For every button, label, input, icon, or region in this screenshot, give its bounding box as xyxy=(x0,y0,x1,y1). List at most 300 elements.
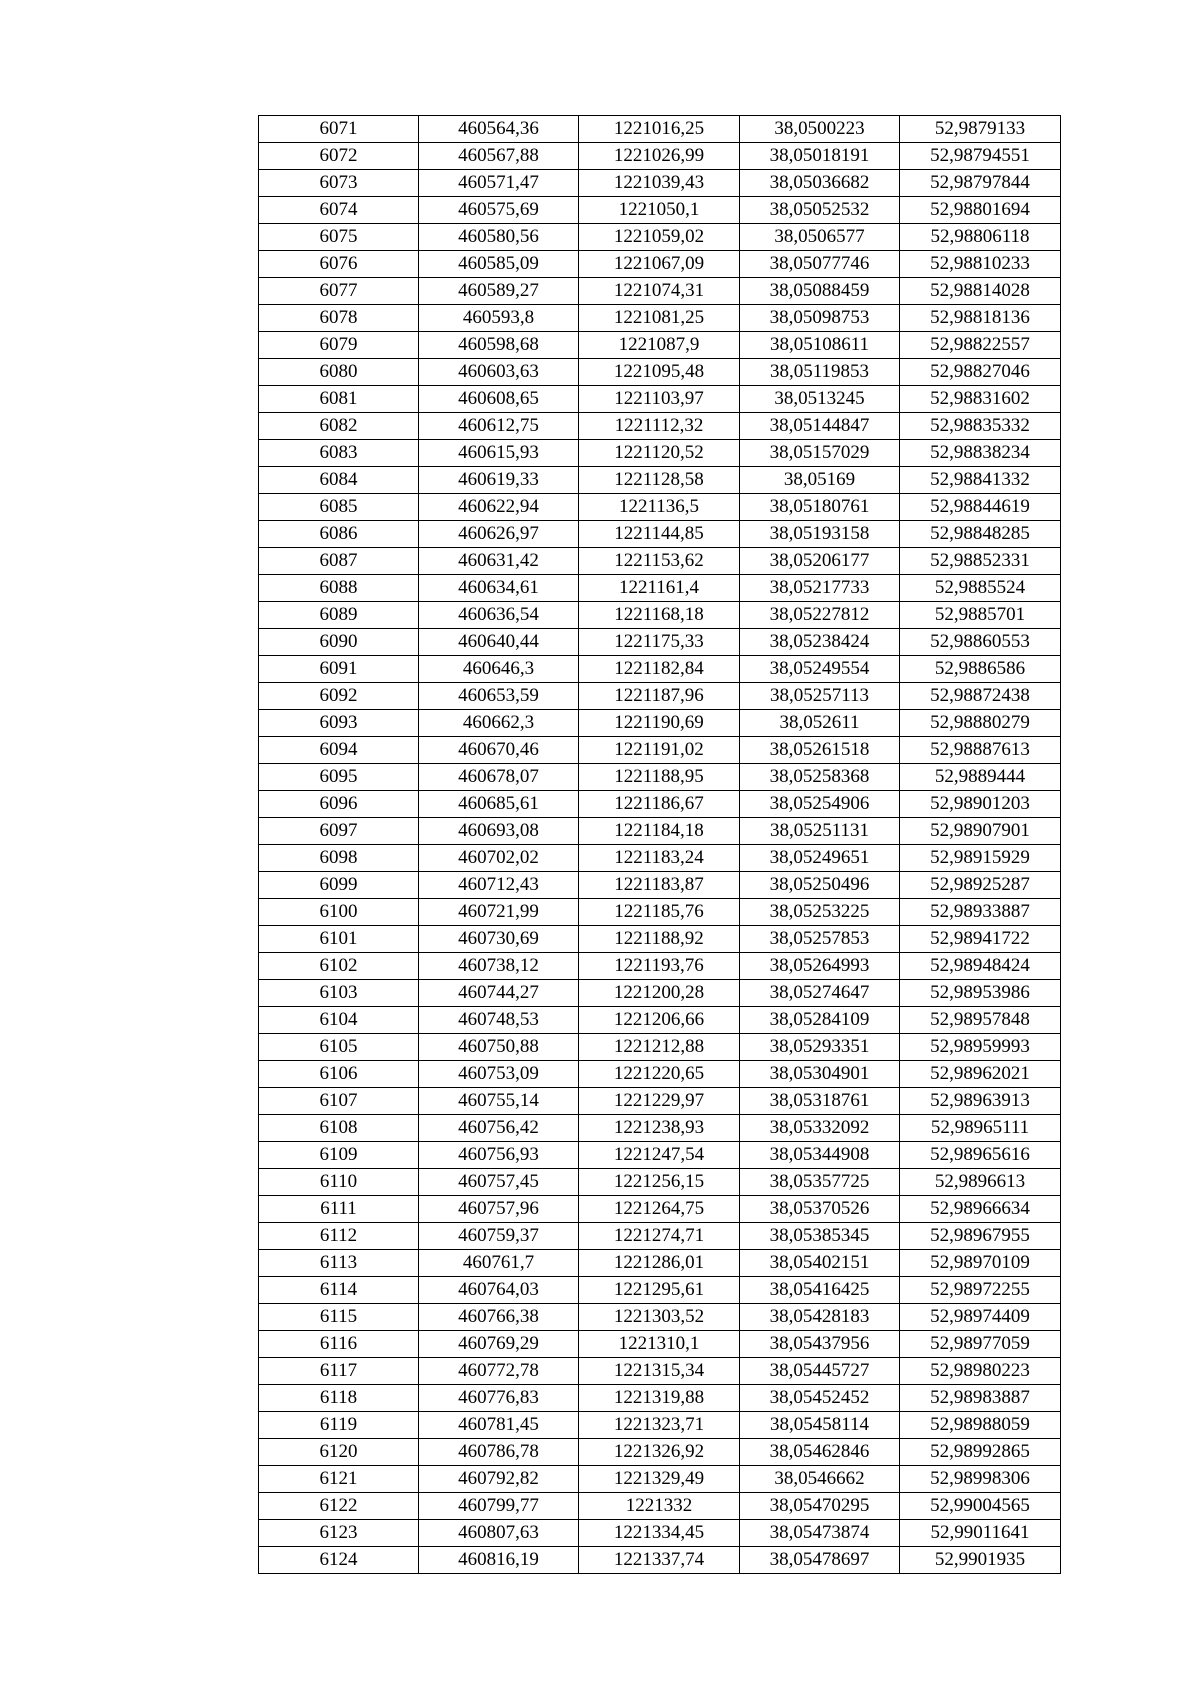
point-number-cell: 6113 xyxy=(259,1250,419,1277)
latitude-cell: 52,99011641 xyxy=(900,1520,1061,1547)
table-row xyxy=(259,1412,1061,1439)
table-row xyxy=(259,926,1061,953)
x-coordinate-cell: 460678,07 xyxy=(419,764,579,791)
point-number-cell: 6078 xyxy=(259,305,419,332)
longitude-cell: 38,05144847 xyxy=(740,413,900,440)
point-number-cell: 6073 xyxy=(259,170,419,197)
longitude-cell: 38,05458114 xyxy=(740,1412,900,1439)
latitude-cell: 52,98915929 xyxy=(900,845,1061,872)
latitude-cell: 52,98818136 xyxy=(900,305,1061,332)
latitude-cell: 52,98967955 xyxy=(900,1223,1061,1250)
table-row xyxy=(259,1277,1061,1304)
y-coordinate-cell: 1221193,76 xyxy=(579,953,740,980)
longitude-cell: 38,05258368 xyxy=(740,764,900,791)
y-coordinate-cell: 1221187,96 xyxy=(579,683,740,710)
longitude-cell: 38,05119853 xyxy=(740,359,900,386)
x-coordinate-cell: 460646,3 xyxy=(419,656,579,683)
table-row xyxy=(259,1385,1061,1412)
x-coordinate-cell: 460759,37 xyxy=(419,1223,579,1250)
table-row xyxy=(259,1547,1061,1574)
latitude-cell: 52,98925287 xyxy=(900,872,1061,899)
latitude-cell: 52,98810233 xyxy=(900,251,1061,278)
y-coordinate-cell: 1221303,52 xyxy=(579,1304,740,1331)
table-row xyxy=(259,1250,1061,1277)
y-coordinate-cell: 1221286,01 xyxy=(579,1250,740,1277)
y-coordinate-cell: 1221128,58 xyxy=(579,467,740,494)
x-coordinate-cell: 460662,3 xyxy=(419,710,579,737)
latitude-cell: 52,98797844 xyxy=(900,170,1061,197)
x-coordinate-cell: 460608,65 xyxy=(419,386,579,413)
point-number-cell: 6123 xyxy=(259,1520,419,1547)
x-coordinate-cell: 460769,29 xyxy=(419,1331,579,1358)
latitude-cell: 52,98977059 xyxy=(900,1331,1061,1358)
point-number-cell: 6076 xyxy=(259,251,419,278)
longitude-cell: 38,05462846 xyxy=(740,1439,900,1466)
y-coordinate-cell: 1221175,33 xyxy=(579,629,740,656)
x-coordinate-cell: 460786,78 xyxy=(419,1439,579,1466)
table-row xyxy=(259,413,1061,440)
x-coordinate-cell: 460626,97 xyxy=(419,521,579,548)
x-coordinate-cell: 460730,69 xyxy=(419,926,579,953)
y-coordinate-cell: 1221247,54 xyxy=(579,1142,740,1169)
table-row xyxy=(259,305,1061,332)
latitude-cell: 52,98860553 xyxy=(900,629,1061,656)
table-row xyxy=(259,764,1061,791)
latitude-cell: 52,98838234 xyxy=(900,440,1061,467)
point-number-cell: 6081 xyxy=(259,386,419,413)
table-row xyxy=(259,359,1061,386)
point-number-cell: 6114 xyxy=(259,1277,419,1304)
longitude-cell: 38,05251131 xyxy=(740,818,900,845)
x-coordinate-cell: 460631,42 xyxy=(419,548,579,575)
x-coordinate-cell: 460612,75 xyxy=(419,413,579,440)
longitude-cell: 38,05088459 xyxy=(740,278,900,305)
x-coordinate-cell: 460712,43 xyxy=(419,872,579,899)
latitude-cell: 52,98972255 xyxy=(900,1277,1061,1304)
x-coordinate-cell: 460781,45 xyxy=(419,1412,579,1439)
longitude-cell: 38,05284109 xyxy=(740,1007,900,1034)
point-number-cell: 6118 xyxy=(259,1385,419,1412)
x-coordinate-cell: 460603,63 xyxy=(419,359,579,386)
table-row xyxy=(259,332,1061,359)
longitude-cell: 38,05193158 xyxy=(740,521,900,548)
y-coordinate-cell: 1221190,69 xyxy=(579,710,740,737)
longitude-cell: 38,05108611 xyxy=(740,332,900,359)
table-row xyxy=(259,1115,1061,1142)
latitude-cell: 52,98957848 xyxy=(900,1007,1061,1034)
latitude-cell: 52,98841332 xyxy=(900,467,1061,494)
table-row xyxy=(259,1466,1061,1493)
table-row xyxy=(259,1007,1061,1034)
table-row xyxy=(259,1493,1061,1520)
table-row xyxy=(259,1142,1061,1169)
point-number-cell: 6091 xyxy=(259,656,419,683)
x-coordinate-cell: 460756,42 xyxy=(419,1115,579,1142)
longitude-cell: 38,05036682 xyxy=(740,170,900,197)
longitude-cell: 38,05318761 xyxy=(740,1088,900,1115)
x-coordinate-cell: 460580,56 xyxy=(419,224,579,251)
longitude-cell: 38,05357725 xyxy=(740,1169,900,1196)
point-number-cell: 6102 xyxy=(259,953,419,980)
latitude-cell: 52,98948424 xyxy=(900,953,1061,980)
point-number-cell: 6087 xyxy=(259,548,419,575)
latitude-cell: 52,98880279 xyxy=(900,710,1061,737)
table-row xyxy=(259,656,1061,683)
table-row xyxy=(259,278,1061,305)
x-coordinate-cell: 460766,38 xyxy=(419,1304,579,1331)
table-row xyxy=(259,1304,1061,1331)
x-coordinate-cell: 460772,78 xyxy=(419,1358,579,1385)
longitude-cell: 38,05470295 xyxy=(740,1493,900,1520)
point-number-cell: 6111 xyxy=(259,1196,419,1223)
y-coordinate-cell: 1221112,32 xyxy=(579,413,740,440)
longitude-cell: 38,05344908 xyxy=(740,1142,900,1169)
longitude-cell: 38,05261518 xyxy=(740,737,900,764)
y-coordinate-cell: 1221295,61 xyxy=(579,1277,740,1304)
table-row xyxy=(259,872,1061,899)
point-number-cell: 6103 xyxy=(259,980,419,1007)
longitude-cell: 38,05098753 xyxy=(740,305,900,332)
point-number-cell: 6071 xyxy=(259,116,419,143)
table-row xyxy=(259,1439,1061,1466)
table-row xyxy=(259,710,1061,737)
y-coordinate-cell: 1221120,52 xyxy=(579,440,740,467)
x-coordinate-cell: 460757,96 xyxy=(419,1196,579,1223)
y-coordinate-cell: 1221315,34 xyxy=(579,1358,740,1385)
y-coordinate-cell: 1221182,84 xyxy=(579,656,740,683)
y-coordinate-cell: 1221103,97 xyxy=(579,386,740,413)
x-coordinate-cell: 460753,09 xyxy=(419,1061,579,1088)
table-row xyxy=(259,899,1061,926)
point-number-cell: 6092 xyxy=(259,683,419,710)
latitude-cell: 52,98953986 xyxy=(900,980,1061,1007)
latitude-cell: 52,99004565 xyxy=(900,1493,1061,1520)
y-coordinate-cell: 1221256,15 xyxy=(579,1169,740,1196)
point-number-cell: 6084 xyxy=(259,467,419,494)
y-coordinate-cell: 1221074,31 xyxy=(579,278,740,305)
y-coordinate-cell: 1221326,92 xyxy=(579,1439,740,1466)
table-row xyxy=(259,980,1061,1007)
table-row xyxy=(259,737,1061,764)
point-number-cell: 6110 xyxy=(259,1169,419,1196)
latitude-cell: 52,98831602 xyxy=(900,386,1061,413)
latitude-cell: 52,98844619 xyxy=(900,494,1061,521)
longitude-cell: 38,05157029 xyxy=(740,440,900,467)
point-number-cell: 6117 xyxy=(259,1358,419,1385)
longitude-cell: 38,05180761 xyxy=(740,494,900,521)
x-coordinate-cell: 460756,93 xyxy=(419,1142,579,1169)
longitude-cell: 38,0546662 xyxy=(740,1466,900,1493)
x-coordinate-cell: 460653,59 xyxy=(419,683,579,710)
longitude-cell: 38,05473874 xyxy=(740,1520,900,1547)
table-row xyxy=(259,575,1061,602)
latitude-cell: 52,98835332 xyxy=(900,413,1061,440)
longitude-cell: 38,05402151 xyxy=(740,1250,900,1277)
y-coordinate-cell: 1221186,67 xyxy=(579,791,740,818)
point-number-cell: 6098 xyxy=(259,845,419,872)
x-coordinate-cell: 460693,08 xyxy=(419,818,579,845)
x-coordinate-cell: 460750,88 xyxy=(419,1034,579,1061)
point-number-cell: 6089 xyxy=(259,602,419,629)
y-coordinate-cell: 1221168,18 xyxy=(579,602,740,629)
longitude-cell: 38,05478697 xyxy=(740,1547,900,1574)
table-row xyxy=(259,494,1061,521)
y-coordinate-cell: 1221206,66 xyxy=(579,1007,740,1034)
y-coordinate-cell: 1221329,49 xyxy=(579,1466,740,1493)
point-number-cell: 6112 xyxy=(259,1223,419,1250)
coordinate-table xyxy=(258,115,1061,1574)
x-coordinate-cell: 460761,7 xyxy=(419,1250,579,1277)
table-row xyxy=(259,629,1061,656)
longitude-cell: 38,05332092 xyxy=(740,1115,900,1142)
x-coordinate-cell: 460634,61 xyxy=(419,575,579,602)
y-coordinate-cell: 1221185,76 xyxy=(579,899,740,926)
longitude-cell: 38,05052532 xyxy=(740,197,900,224)
latitude-cell: 52,98983887 xyxy=(900,1385,1061,1412)
y-coordinate-cell: 1221039,43 xyxy=(579,170,740,197)
x-coordinate-cell: 460799,77 xyxy=(419,1493,579,1520)
point-number-cell: 6096 xyxy=(259,791,419,818)
x-coordinate-cell: 460670,46 xyxy=(419,737,579,764)
latitude-cell: 52,98814028 xyxy=(900,278,1061,305)
latitude-cell: 52,98822557 xyxy=(900,332,1061,359)
point-number-cell: 6121 xyxy=(259,1466,419,1493)
y-coordinate-cell: 1221238,93 xyxy=(579,1115,740,1142)
longitude-cell: 38,05416425 xyxy=(740,1277,900,1304)
table-row xyxy=(259,602,1061,629)
point-number-cell: 6124 xyxy=(259,1547,419,1574)
y-coordinate-cell: 1221184,18 xyxy=(579,818,740,845)
x-coordinate-cell: 460575,69 xyxy=(419,197,579,224)
point-number-cell: 6105 xyxy=(259,1034,419,1061)
latitude-cell: 52,9879133 xyxy=(900,116,1061,143)
y-coordinate-cell: 1221059,02 xyxy=(579,224,740,251)
longitude-cell: 38,05370526 xyxy=(740,1196,900,1223)
y-coordinate-cell: 1221087,9 xyxy=(579,332,740,359)
latitude-cell: 52,98988059 xyxy=(900,1412,1061,1439)
table-row xyxy=(259,791,1061,818)
x-coordinate-cell: 460585,09 xyxy=(419,251,579,278)
latitude-cell: 52,98806118 xyxy=(900,224,1061,251)
x-coordinate-cell: 460702,02 xyxy=(419,845,579,872)
x-coordinate-cell: 460807,63 xyxy=(419,1520,579,1547)
longitude-cell: 38,05452452 xyxy=(740,1385,900,1412)
table-row xyxy=(259,521,1061,548)
longitude-cell: 38,05249554 xyxy=(740,656,900,683)
longitude-cell: 38,05257853 xyxy=(740,926,900,953)
x-coordinate-cell: 460744,27 xyxy=(419,980,579,1007)
point-number-cell: 6080 xyxy=(259,359,419,386)
latitude-cell: 52,9901935 xyxy=(900,1547,1061,1574)
latitude-cell: 52,9885524 xyxy=(900,575,1061,602)
y-coordinate-cell: 1221332 xyxy=(579,1493,740,1520)
y-coordinate-cell: 1221183,87 xyxy=(579,872,740,899)
point-number-cell: 6116 xyxy=(259,1331,419,1358)
longitude-cell: 38,05217733 xyxy=(740,575,900,602)
longitude-cell: 38,05077746 xyxy=(740,251,900,278)
y-coordinate-cell: 1221229,97 xyxy=(579,1088,740,1115)
longitude-cell: 38,052611 xyxy=(740,710,900,737)
longitude-cell: 38,05437956 xyxy=(740,1331,900,1358)
point-number-cell: 6107 xyxy=(259,1088,419,1115)
point-number-cell: 6074 xyxy=(259,197,419,224)
longitude-cell: 38,05169 xyxy=(740,467,900,494)
x-coordinate-cell: 460636,54 xyxy=(419,602,579,629)
point-number-cell: 6120 xyxy=(259,1439,419,1466)
point-number-cell: 6119 xyxy=(259,1412,419,1439)
y-coordinate-cell: 1221067,09 xyxy=(579,251,740,278)
x-coordinate-cell: 460598,68 xyxy=(419,332,579,359)
y-coordinate-cell: 1221188,92 xyxy=(579,926,740,953)
longitude-cell: 38,05018191 xyxy=(740,143,900,170)
point-number-cell: 6072 xyxy=(259,143,419,170)
latitude-cell: 52,98941722 xyxy=(900,926,1061,953)
longitude-cell: 38,05293351 xyxy=(740,1034,900,1061)
point-number-cell: 6079 xyxy=(259,332,419,359)
longitude-cell: 38,05274647 xyxy=(740,980,900,1007)
latitude-cell: 52,98980223 xyxy=(900,1358,1061,1385)
latitude-cell: 52,98848285 xyxy=(900,521,1061,548)
latitude-cell: 52,98827046 xyxy=(900,359,1061,386)
latitude-cell: 52,98965111 xyxy=(900,1115,1061,1142)
latitude-cell: 52,9896613 xyxy=(900,1169,1061,1196)
table-row xyxy=(259,197,1061,224)
x-coordinate-cell: 460615,93 xyxy=(419,440,579,467)
latitude-cell: 52,98901203 xyxy=(900,791,1061,818)
latitude-cell: 52,98801694 xyxy=(900,197,1061,224)
latitude-cell: 52,98965616 xyxy=(900,1142,1061,1169)
x-coordinate-cell: 460571,47 xyxy=(419,170,579,197)
point-number-cell: 6100 xyxy=(259,899,419,926)
table-row xyxy=(259,818,1061,845)
longitude-cell: 38,05238424 xyxy=(740,629,900,656)
table-row xyxy=(259,143,1061,170)
y-coordinate-cell: 1221337,74 xyxy=(579,1547,740,1574)
x-coordinate-cell: 460776,83 xyxy=(419,1385,579,1412)
table-row xyxy=(259,1520,1061,1547)
table-row xyxy=(259,170,1061,197)
point-number-cell: 6093 xyxy=(259,710,419,737)
longitude-cell: 38,05250496 xyxy=(740,872,900,899)
table-row xyxy=(259,548,1061,575)
x-coordinate-cell: 460764,03 xyxy=(419,1277,579,1304)
point-number-cell: 6086 xyxy=(259,521,419,548)
y-coordinate-cell: 1221212,88 xyxy=(579,1034,740,1061)
table-row xyxy=(259,251,1061,278)
point-number-cell: 6085 xyxy=(259,494,419,521)
y-coordinate-cell: 1221188,95 xyxy=(579,764,740,791)
latitude-cell: 52,98963913 xyxy=(900,1088,1061,1115)
point-number-cell: 6088 xyxy=(259,575,419,602)
point-number-cell: 6090 xyxy=(259,629,419,656)
longitude-cell: 38,0500223 xyxy=(740,116,900,143)
table-row xyxy=(259,116,1061,143)
y-coordinate-cell: 1221310,1 xyxy=(579,1331,740,1358)
point-number-cell: 6094 xyxy=(259,737,419,764)
table-row xyxy=(259,953,1061,980)
longitude-cell: 38,05385345 xyxy=(740,1223,900,1250)
latitude-cell: 52,98794551 xyxy=(900,143,1061,170)
table-row xyxy=(259,1061,1061,1088)
coordinate-table-body xyxy=(259,116,1061,1574)
x-coordinate-cell: 460792,82 xyxy=(419,1466,579,1493)
table-row xyxy=(259,440,1061,467)
table-row xyxy=(259,467,1061,494)
latitude-cell: 52,98974409 xyxy=(900,1304,1061,1331)
point-number-cell: 6077 xyxy=(259,278,419,305)
x-coordinate-cell: 460816,19 xyxy=(419,1547,579,1574)
longitude-cell: 38,0506577 xyxy=(740,224,900,251)
table-row xyxy=(259,1331,1061,1358)
longitude-cell: 38,05227812 xyxy=(740,602,900,629)
longitude-cell: 38,05206177 xyxy=(740,548,900,575)
latitude-cell: 52,98962021 xyxy=(900,1061,1061,1088)
point-number-cell: 6122 xyxy=(259,1493,419,1520)
x-coordinate-cell: 460755,14 xyxy=(419,1088,579,1115)
longitude-cell: 38,05253225 xyxy=(740,899,900,926)
point-number-cell: 6108 xyxy=(259,1115,419,1142)
x-coordinate-cell: 460721,99 xyxy=(419,899,579,926)
latitude-cell: 52,98852331 xyxy=(900,548,1061,575)
latitude-cell: 52,98959993 xyxy=(900,1034,1061,1061)
latitude-cell: 52,98970109 xyxy=(900,1250,1061,1277)
table-row xyxy=(259,224,1061,251)
y-coordinate-cell: 1221136,5 xyxy=(579,494,740,521)
latitude-cell: 52,9889444 xyxy=(900,764,1061,791)
point-number-cell: 6101 xyxy=(259,926,419,953)
table-row xyxy=(259,1223,1061,1250)
point-number-cell: 6099 xyxy=(259,872,419,899)
x-coordinate-cell: 460593,8 xyxy=(419,305,579,332)
latitude-cell: 52,9886586 xyxy=(900,656,1061,683)
y-coordinate-cell: 1221161,4 xyxy=(579,575,740,602)
y-coordinate-cell: 1221191,02 xyxy=(579,737,740,764)
longitude-cell: 38,05254906 xyxy=(740,791,900,818)
table-row xyxy=(259,1196,1061,1223)
point-number-cell: 6109 xyxy=(259,1142,419,1169)
longitude-cell: 38,05445727 xyxy=(740,1358,900,1385)
table-row xyxy=(259,1034,1061,1061)
longitude-cell: 38,05304901 xyxy=(740,1061,900,1088)
latitude-cell: 52,98966634 xyxy=(900,1196,1061,1223)
point-number-cell: 6095 xyxy=(259,764,419,791)
longitude-cell: 38,05257113 xyxy=(740,683,900,710)
x-coordinate-cell: 460589,27 xyxy=(419,278,579,305)
table-row xyxy=(259,1169,1061,1196)
latitude-cell: 52,98907901 xyxy=(900,818,1061,845)
y-coordinate-cell: 1221081,25 xyxy=(579,305,740,332)
longitude-cell: 38,05249651 xyxy=(740,845,900,872)
x-coordinate-cell: 460640,44 xyxy=(419,629,579,656)
y-coordinate-cell: 1221144,85 xyxy=(579,521,740,548)
table-row xyxy=(259,683,1061,710)
latitude-cell: 52,98933887 xyxy=(900,899,1061,926)
table-row xyxy=(259,1358,1061,1385)
y-coordinate-cell: 1221319,88 xyxy=(579,1385,740,1412)
y-coordinate-cell: 1221050,1 xyxy=(579,197,740,224)
x-coordinate-cell: 460622,94 xyxy=(419,494,579,521)
longitude-cell: 38,05264993 xyxy=(740,953,900,980)
y-coordinate-cell: 1221264,75 xyxy=(579,1196,740,1223)
y-coordinate-cell: 1221026,99 xyxy=(579,143,740,170)
x-coordinate-cell: 460567,88 xyxy=(419,143,579,170)
y-coordinate-cell: 1221323,71 xyxy=(579,1412,740,1439)
y-coordinate-cell: 1221095,48 xyxy=(579,359,740,386)
y-coordinate-cell: 1221274,71 xyxy=(579,1223,740,1250)
point-number-cell: 6075 xyxy=(259,224,419,251)
y-coordinate-cell: 1221016,25 xyxy=(579,116,740,143)
longitude-cell: 38,05428183 xyxy=(740,1304,900,1331)
